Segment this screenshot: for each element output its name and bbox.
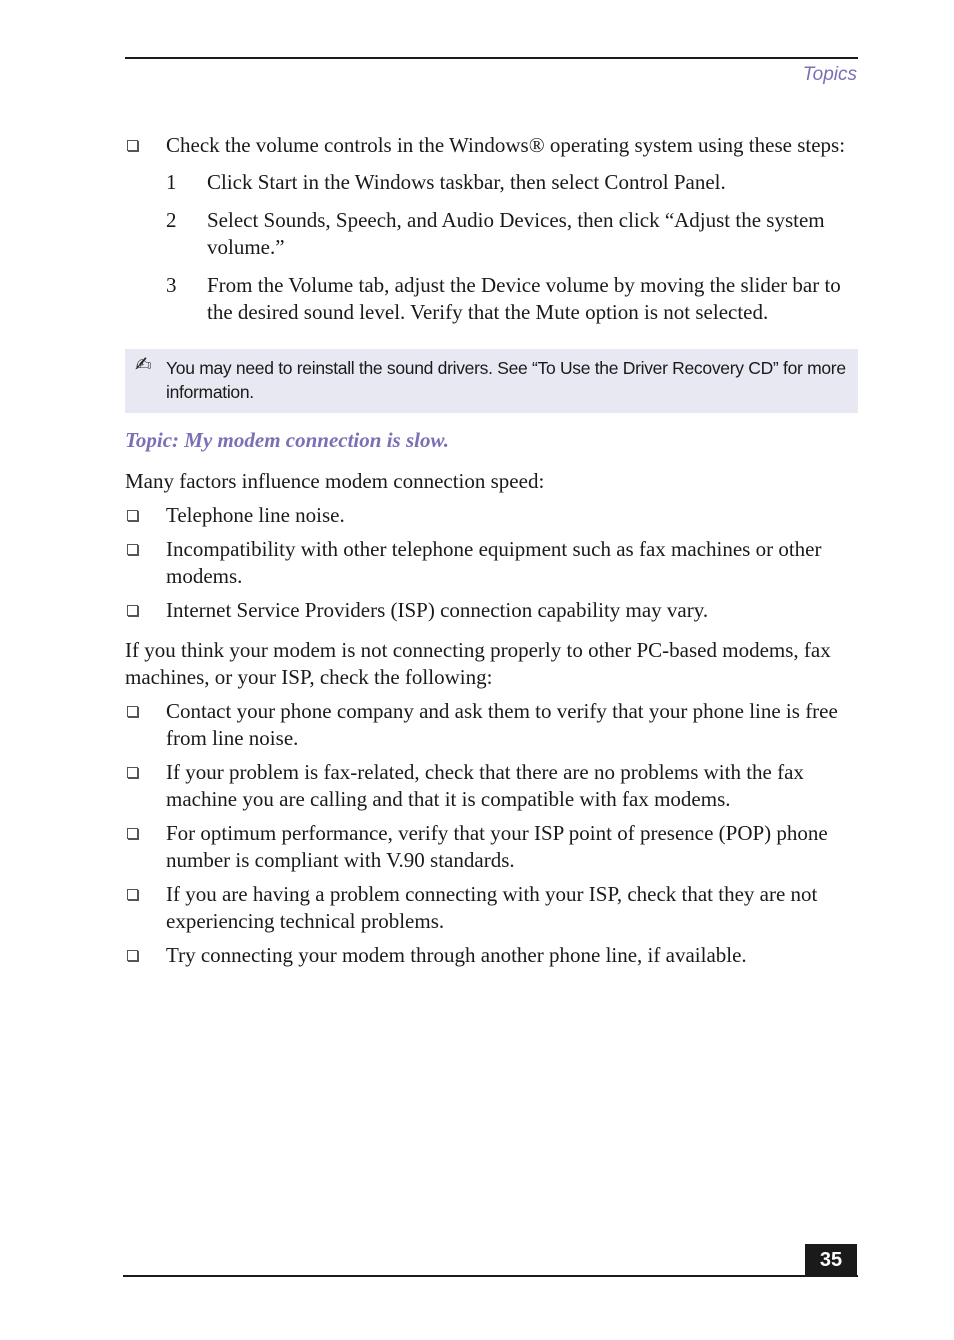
list-item (125, 132, 858, 159)
list-item (125, 502, 858, 529)
bullet-text: Try connecting your modem through another phone line, if available. (166, 943, 747, 967)
checkbox-bullet-icon (127, 828, 138, 839)
bullet-text: Check the volume controls in the Windows® operating system using these steps: (166, 133, 846, 157)
checkbox-bullet-icon (127, 544, 138, 555)
bullet-text: Internet Service Providers (ISP) connection capability may vary. (166, 598, 709, 622)
checkbox-bullet-icon (127, 889, 138, 900)
step-text: Select Sounds, Speech, and Audio Devices, then click “Adjust the system volume.” (207, 208, 825, 259)
page-content (125, 132, 858, 976)
topic-intro: Many factors influence modem connection speed: (125, 469, 545, 493)
list-item (125, 881, 858, 935)
note-text: You may need to reinstall the sound drivers. See “To Use the Driver Recovery CD” for more information. (166, 358, 846, 402)
bullet-text: Telephone line noise. (166, 503, 345, 527)
topic-heading: Topic: My modem connection is slow. (125, 428, 449, 452)
step-item (166, 169, 858, 196)
list-item (125, 597, 858, 624)
bullet-text: Incompatibility with other telephone equipment such as fax machines or other modems. (166, 537, 822, 588)
step-number: 3 (166, 273, 177, 297)
bullet-text: If you are having a problem connecting with your ISP, check that they are not experiencing technical problems. (166, 882, 818, 933)
bullet-text: Contact your phone company and ask them to verify that your phone line is free from line noise. (166, 699, 838, 750)
step-number: 1 (166, 170, 177, 194)
list-item (125, 536, 858, 590)
checkbox-bullet-icon (127, 767, 138, 778)
step-item (166, 207, 858, 261)
topic-paragraph: If you think your modem is not connecting properly to other PC-based modems, fax machines, or your ISP, check the following: (125, 638, 831, 689)
step-text: From the Volume tab, adjust the Device volume by moving the slider bar to the desired sound level. Verify that the Mute option is not selected. (207, 273, 841, 324)
header-rule (125, 57, 858, 59)
step-text: Click Start in the Windows taskbar, then select Control Panel. (207, 170, 726, 194)
checkbox-bullet-icon (127, 950, 138, 961)
footer-rule (123, 1275, 858, 1277)
volume-steps (166, 169, 858, 326)
checkbox-bullet-icon (127, 140, 138, 151)
step-item (166, 272, 858, 326)
list-item (125, 820, 858, 874)
note-box (125, 349, 858, 413)
list-item (125, 942, 858, 969)
checkbox-bullet-icon (127, 706, 138, 717)
checkbox-bullet-icon (127, 605, 138, 616)
checkbox-bullet-icon (127, 510, 138, 521)
step-number: 2 (166, 208, 177, 232)
pen-note-icon: ✍ (135, 354, 152, 376)
list-item (125, 759, 858, 813)
bullet-text: If your problem is fax-related, check that there are no problems with the fax machine you are calling and that it is compatible with fax modems. (166, 760, 804, 811)
list-item (125, 698, 858, 752)
page-number: 35 (805, 1244, 857, 1277)
topics-link[interactable]: Topics (802, 64, 857, 85)
bullet-text: For optimum performance, verify that your ISP point of presence (POP) phone number is compliant with V.90 standards. (166, 821, 828, 872)
